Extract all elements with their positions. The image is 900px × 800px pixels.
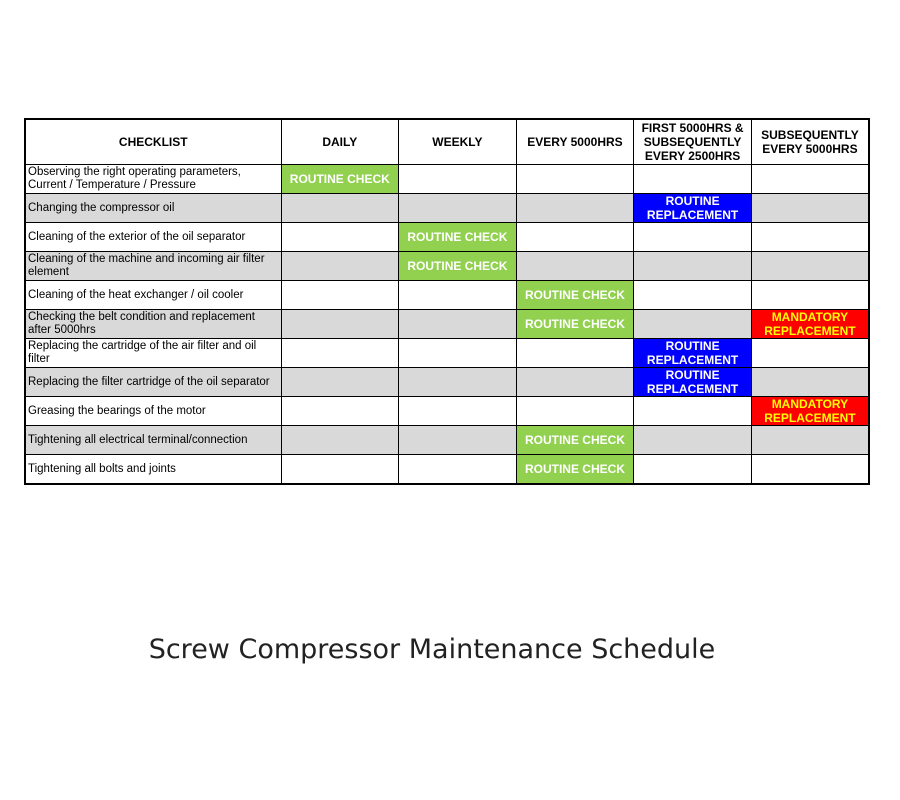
empty-cell <box>399 426 517 455</box>
empty-cell <box>281 194 399 223</box>
header-daily: DAILY <box>281 119 399 165</box>
empty-cell <box>281 368 399 397</box>
task-label: Replacing the cartridge of the air filter and oil filter <box>25 339 281 368</box>
empty-cell <box>516 194 634 223</box>
empty-cell <box>634 455 752 485</box>
empty-cell <box>281 310 399 339</box>
task-label: Observing the right operating parameters, Current / Temperature / Pressure <box>25 165 281 194</box>
routine-check-cell: ROUTINE CHECK <box>399 252 517 281</box>
table-row <box>25 281 869 310</box>
header-checklist: CHECKLIST <box>25 119 281 165</box>
table-row <box>25 339 869 368</box>
empty-cell <box>751 223 869 252</box>
empty-cell <box>399 397 517 426</box>
empty-cell <box>516 397 634 426</box>
empty-cell <box>516 368 634 397</box>
table-header-row <box>25 119 869 165</box>
mandatory-replacement-cell: MANDATORY REPLACEMENT <box>751 310 869 339</box>
mandatory-replacement-cell: MANDATORY REPLACEMENT <box>751 397 869 426</box>
empty-cell <box>399 368 517 397</box>
empty-cell <box>399 455 517 485</box>
task-label: Tightening all bolts and joints <box>25 455 281 485</box>
schedule-caption: Screw Compressor Maintenance Schedule <box>148 634 716 665</box>
table-row <box>25 310 869 339</box>
empty-cell <box>399 281 517 310</box>
table-row <box>25 223 869 252</box>
empty-cell <box>281 455 399 485</box>
empty-cell <box>399 310 517 339</box>
empty-cell <box>751 455 869 485</box>
empty-cell <box>751 368 869 397</box>
routine-replacement-cell: ROUTINE REPLACEMENT <box>634 368 752 397</box>
task-label: Tightening all electrical terminal/connection <box>25 426 281 455</box>
table-row <box>25 194 869 223</box>
empty-cell <box>281 281 399 310</box>
routine-replacement-cell: ROUTINE REPLACEMENT <box>634 339 752 368</box>
empty-cell <box>399 194 517 223</box>
table-row <box>25 368 869 397</box>
table-row <box>25 397 869 426</box>
empty-cell <box>634 426 752 455</box>
routine-check-cell: ROUTINE CHECK <box>516 455 634 485</box>
header-weekly: WEEKLY <box>399 119 517 165</box>
empty-cell <box>516 339 634 368</box>
header-subsequently-every-5000hrs: SUBSEQUENTLY EVERY 5000HRS <box>751 119 869 165</box>
task-label: Checking the belt condition and replacement after 5000hrs <box>25 310 281 339</box>
empty-cell <box>281 339 399 368</box>
routine-check-cell: ROUTINE CHECK <box>516 426 634 455</box>
task-label: Cleaning of the exterior of the oil separator <box>25 223 281 252</box>
routine-check-cell: ROUTINE CHECK <box>399 223 517 252</box>
header-first-5000hrs-every-2500hrs: FIRST 5000HRS & SUBSEQUENTLY EVERY 2500HRS <box>634 119 752 165</box>
empty-cell <box>634 281 752 310</box>
task-label: Greasing the bearings of the motor <box>25 397 281 426</box>
empty-cell <box>399 339 517 368</box>
task-label: Replacing the filter cartridge of the oil separator <box>25 368 281 397</box>
task-label: Changing the compressor oil <box>25 194 281 223</box>
routine-check-cell: ROUTINE CHECK <box>516 310 634 339</box>
table-row <box>25 426 869 455</box>
empty-cell <box>516 223 634 252</box>
empty-cell <box>751 165 869 194</box>
table-row <box>25 455 869 485</box>
empty-cell <box>751 281 869 310</box>
empty-cell <box>634 310 752 339</box>
empty-cell <box>516 165 634 194</box>
routine-check-cell: ROUTINE CHECK <box>516 281 634 310</box>
empty-cell <box>634 223 752 252</box>
header-every-5000hrs: EVERY 5000HRS <box>516 119 634 165</box>
empty-cell <box>516 252 634 281</box>
empty-cell <box>399 165 517 194</box>
routine-replacement-cell: ROUTINE REPLACEMENT <box>634 194 752 223</box>
empty-cell <box>751 252 869 281</box>
empty-cell <box>281 252 399 281</box>
table-row <box>25 252 869 281</box>
empty-cell <box>281 397 399 426</box>
routine-check-cell: ROUTINE CHECK <box>281 165 399 194</box>
task-label: Cleaning of the heat exchanger / oil cooler <box>25 281 281 310</box>
empty-cell <box>281 426 399 455</box>
empty-cell <box>281 223 399 252</box>
empty-cell <box>751 426 869 455</box>
empty-cell <box>751 194 869 223</box>
task-label: Cleaning of the machine and incoming air filter element <box>25 252 281 281</box>
table-row <box>25 165 869 194</box>
empty-cell <box>634 165 752 194</box>
empty-cell <box>751 339 869 368</box>
empty-cell <box>634 397 752 426</box>
empty-cell <box>634 252 752 281</box>
maintenance-schedule-table <box>24 118 870 485</box>
